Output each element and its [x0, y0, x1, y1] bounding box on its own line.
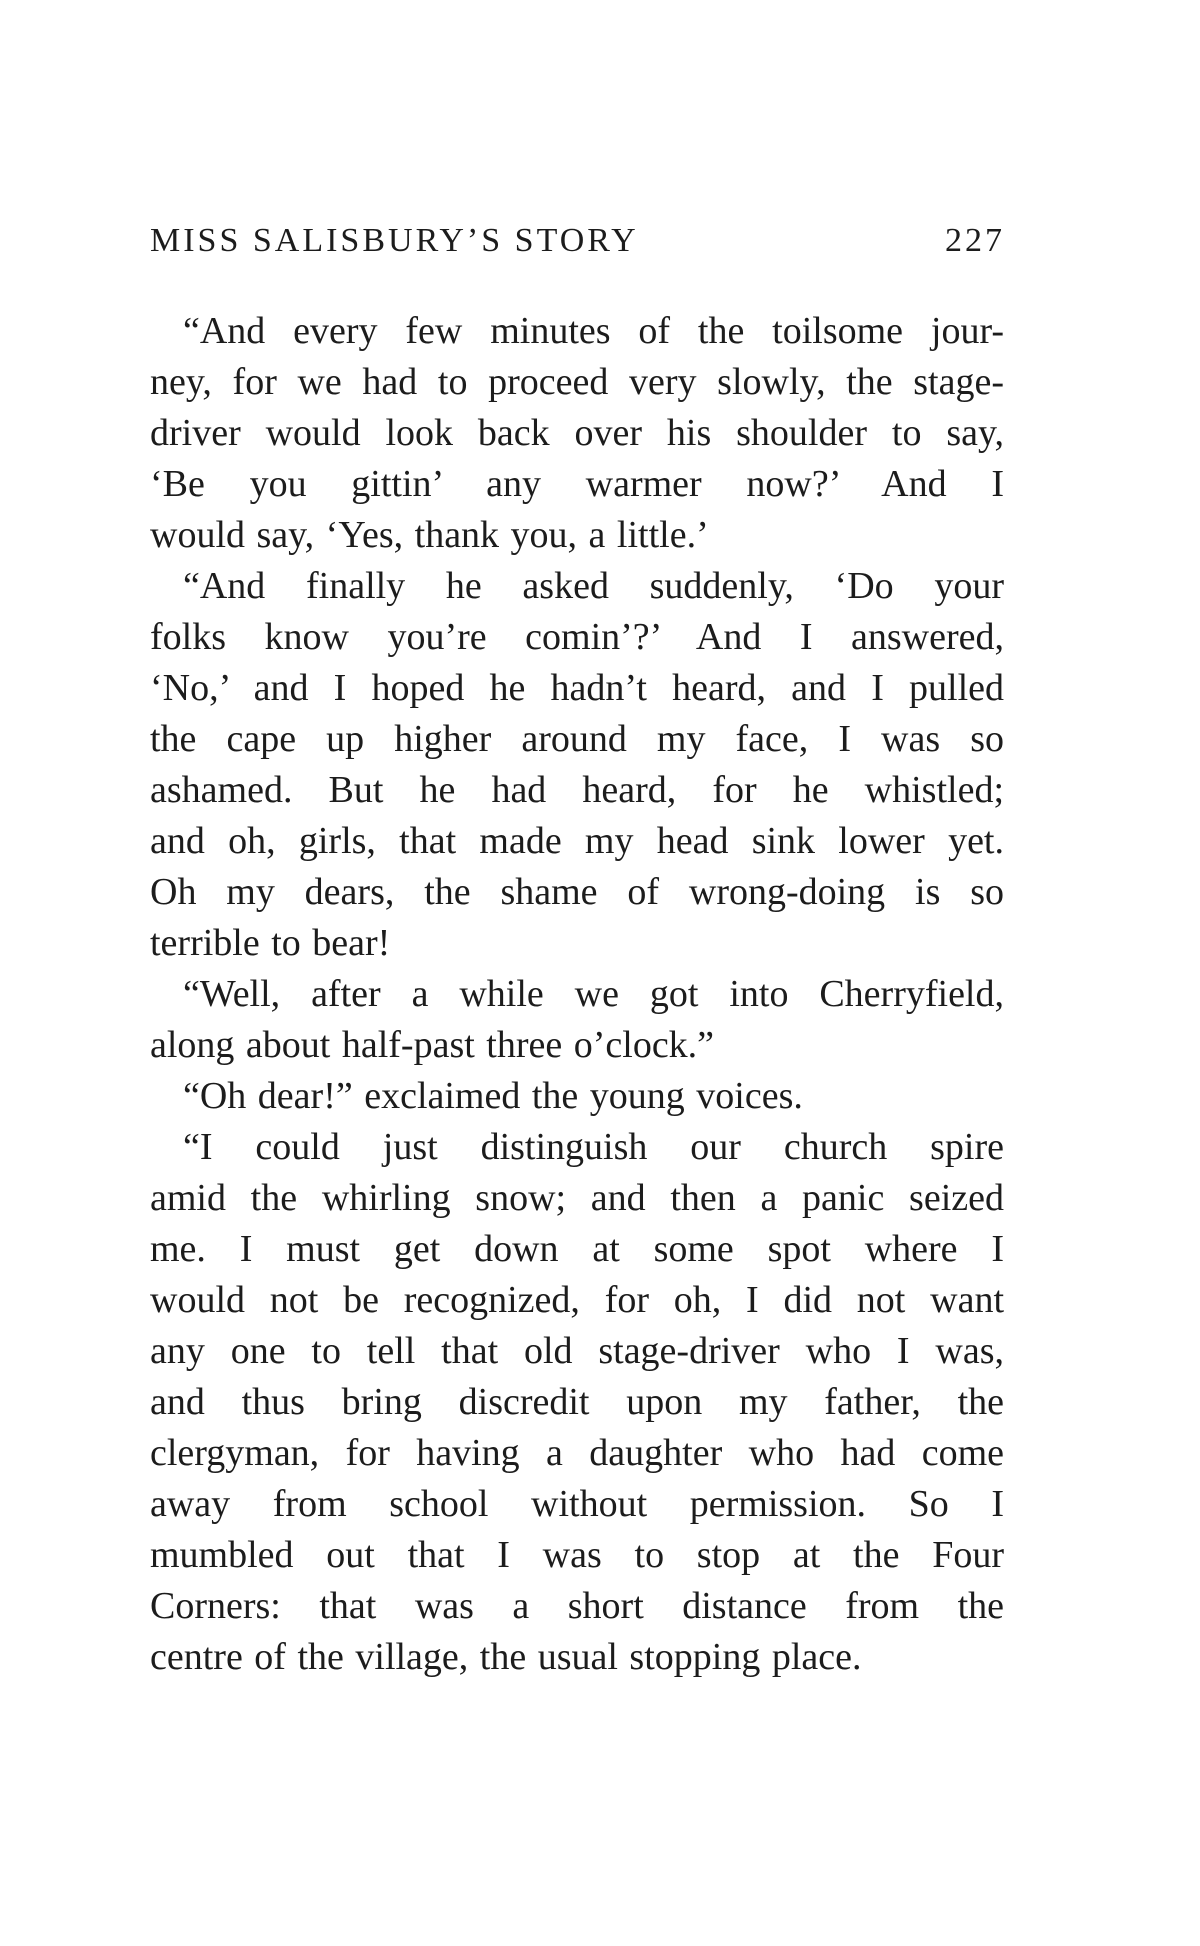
running-title: MISS SALISBURY’S STORY: [150, 222, 639, 259]
text-line: driver would look back over his shoulder to say,: [150, 412, 1004, 454]
text-line: “I could just distinguish our church spire: [183, 1126, 1004, 1168]
text-line: folks know you’re comin’?’ And I answered,: [150, 616, 1004, 658]
text-line: ney, for we had to proceed very slowly, the stage-: [150, 361, 1004, 403]
text-line: and oh, girls, that made my head sink lower yet.: [150, 820, 1004, 862]
text-line: “And finally he asked suddenly, ‘Do your: [183, 565, 1004, 607]
text-line: Corners: that was a short distance from the: [150, 1585, 1004, 1627]
text-line: away from school without permission. So I: [150, 1483, 1004, 1525]
text-line: centre of the village, the usual stopping place.: [150, 1636, 862, 1678]
text-line: ashamed. But he had heard, for he whistled;: [150, 769, 1004, 811]
text-line: ‘No,’ and I hoped he hadn’t heard, and I pulled: [150, 667, 1004, 709]
text-line: amid the whirling snow; and then a panic seized: [150, 1177, 1004, 1219]
text-line: would say, ‘Yes, thank you, a little.’: [150, 514, 709, 556]
running-head: [150, 216, 1005, 266]
text-line: “Well, after a while we got into Cherryfield,: [183, 973, 1004, 1015]
page-number: 227: [945, 222, 1005, 259]
text-line: ‘Be you gittin’ any warmer now?’ And I: [150, 463, 1004, 505]
text-line: would not be recognized, for oh, I did not want: [150, 1279, 1004, 1321]
text-line: the cape up higher around my face, I was so: [150, 718, 1004, 760]
text-line: “And every few minutes of the toilsome jour-: [183, 310, 1004, 352]
text-line: “Oh dear!” exclaimed the young voices.: [183, 1075, 803, 1117]
text-line: any one to tell that old stage-driver who I was,: [150, 1330, 1004, 1372]
text-line: mumbled out that I was to stop at the Four: [150, 1534, 1004, 1576]
text-line: and thus bring discredit upon my father, the: [150, 1381, 1004, 1423]
text-line: clergyman, for having a daughter who had come: [150, 1432, 1004, 1474]
text-line: me. I must get down at some spot where I: [150, 1228, 1004, 1270]
text-line: terrible to bear!: [150, 922, 391, 964]
text-line: Oh my dears, the shame of wrong-doing is so: [150, 871, 1004, 913]
text-line: along about half-past three o’clock.”: [150, 1024, 715, 1066]
